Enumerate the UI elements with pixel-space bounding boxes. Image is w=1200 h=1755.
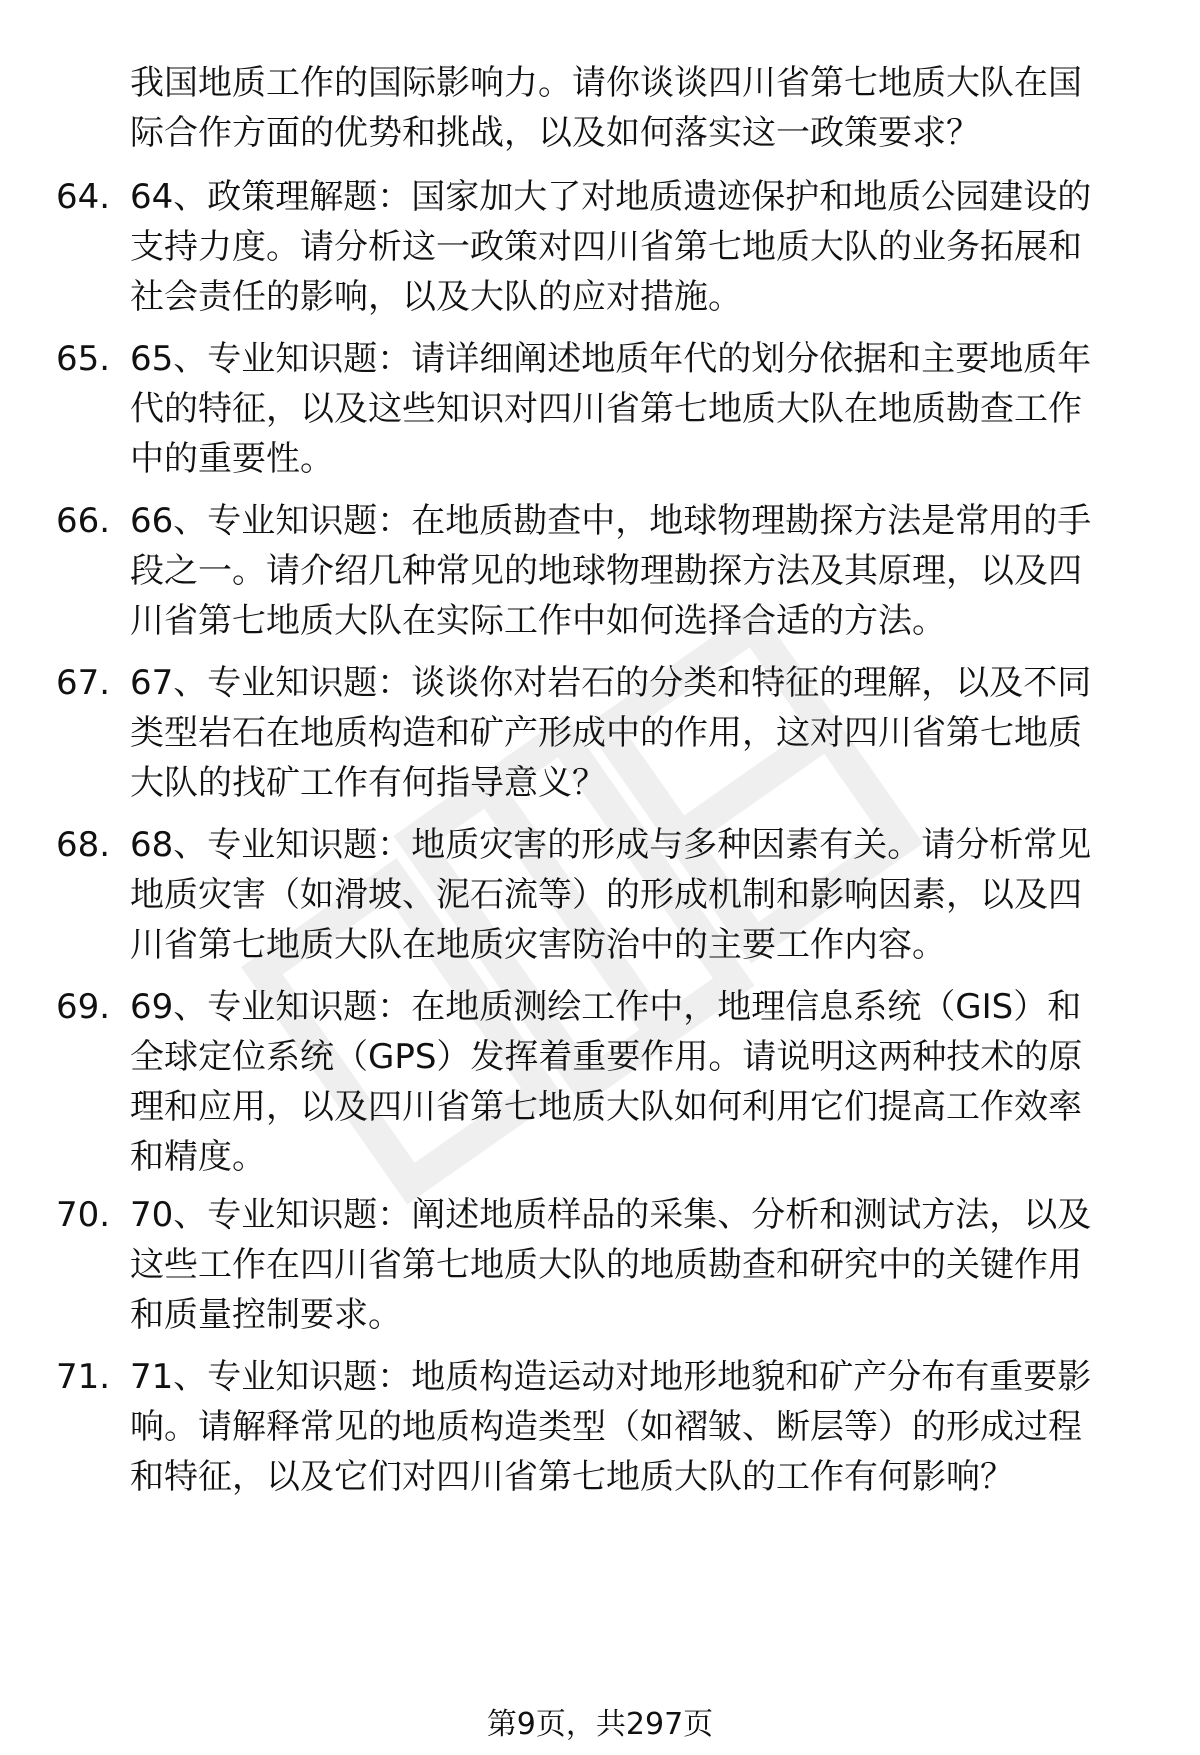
item-number: 71. bbox=[56, 1357, 111, 1397]
text-line: 地质灾害（如滑坡、泥石流等）的形成机制和影响因素，以及四 bbox=[130, 875, 1082, 915]
text-line: 川省第七地质大队在地质灾害防治中的主要工作内容。 bbox=[130, 925, 946, 965]
item-number: 64. bbox=[56, 177, 111, 217]
item-number: 70. bbox=[56, 1195, 111, 1235]
text-line: 65、专业知识题：请详细阐述地质年代的划分依据和主要地质年 bbox=[130, 339, 1092, 379]
text-line: 全球定位系统（GPS）发挥着重要作用。请说明这两种技术的原 bbox=[130, 1037, 1083, 1077]
item-text bbox=[130, 658, 1180, 808]
text-line: 和特征，以及它们对四川省第七地质大队的工作有何影响？ bbox=[130, 1457, 1014, 1497]
continuation-text bbox=[130, 58, 1180, 158]
text-line: 社会责任的影响，以及大队的应对措施。 bbox=[130, 277, 742, 317]
text-line: 类型岩石在地质构造和矿产形成中的作用，这对四川省第七地质 bbox=[130, 713, 1082, 753]
text-line: 代的特征，以及这些知识对四川省第七地质大队在地质勘查工作 bbox=[130, 389, 1082, 429]
text-line: 66、专业知识题：在地质勘查中，地球物理勘探方法是常用的手 bbox=[130, 501, 1092, 541]
text-line: 71、专业知识题：地质构造运动对地形地貌和矿产分布有重要影 bbox=[130, 1357, 1092, 1397]
item-number: 65. bbox=[56, 339, 111, 379]
text-line: 支持力度。请分析这一政策对四川省第七地质大队的业务拓展和 bbox=[130, 227, 1082, 267]
text-line: 理和应用，以及四川省第七地质大队如何利用它们提高工作效率 bbox=[130, 1087, 1082, 1127]
text-line: 和质量控制要求。 bbox=[130, 1295, 402, 1335]
text-line: 际合作方面的优势和挑战，以及如何落实这一政策要求？ bbox=[130, 113, 980, 153]
item-text bbox=[130, 172, 1180, 322]
page-footer: 第9页，共297页 bbox=[486, 1707, 714, 1742]
text-line: 和精度。 bbox=[130, 1137, 266, 1177]
item-text bbox=[130, 982, 1180, 1182]
item-number: 69. bbox=[56, 987, 111, 1027]
text-line: 段之一。请介绍几种常见的地球物理勘探方法及其原理，以及四 bbox=[130, 551, 1082, 591]
item-text bbox=[130, 1352, 1180, 1502]
text-line: 这些工作在四川省第七地质大队的地质勘查和研究中的关键作用 bbox=[130, 1245, 1082, 1285]
item-text bbox=[130, 1190, 1180, 1340]
item-text bbox=[130, 334, 1180, 484]
text-line: 响。请解释常见的地质构造类型（如褶皱、断层等）的形成过程 bbox=[130, 1407, 1082, 1447]
text-line: 70、专业知识题：阐述地质样品的采集、分析和测试方法，以及 bbox=[130, 1195, 1092, 1235]
text-line: 中的重要性。 bbox=[130, 439, 334, 479]
text-line: 川省第七地质大队在实际工作中如何选择合适的方法。 bbox=[130, 601, 946, 641]
text-line: 67、专业知识题：谈谈你对岩石的分类和特征的理解，以及不同 bbox=[130, 663, 1092, 703]
text-line: 69、专业知识题：在地质测绘工作中，地理信息系统（GIS）和 bbox=[130, 987, 1082, 1027]
item-number: 66. bbox=[56, 501, 111, 541]
text-line: 64、政策理解题：国家加大了对地质遗迹保护和地质公园建设的 bbox=[130, 177, 1092, 217]
item-number: 68. bbox=[56, 825, 111, 865]
text-line: 68、专业知识题：地质灾害的形成与多种因素有关。请分析常见 bbox=[130, 825, 1092, 865]
item-text bbox=[130, 820, 1180, 970]
text-line: 大队的找矿工作有何指导意义？ bbox=[130, 763, 606, 803]
item-number: 67. bbox=[56, 663, 111, 703]
item-text bbox=[130, 496, 1180, 646]
text-line: 我国地质工作的国际影响力。请你谈谈四川省第七地质大队在国 bbox=[130, 63, 1082, 103]
